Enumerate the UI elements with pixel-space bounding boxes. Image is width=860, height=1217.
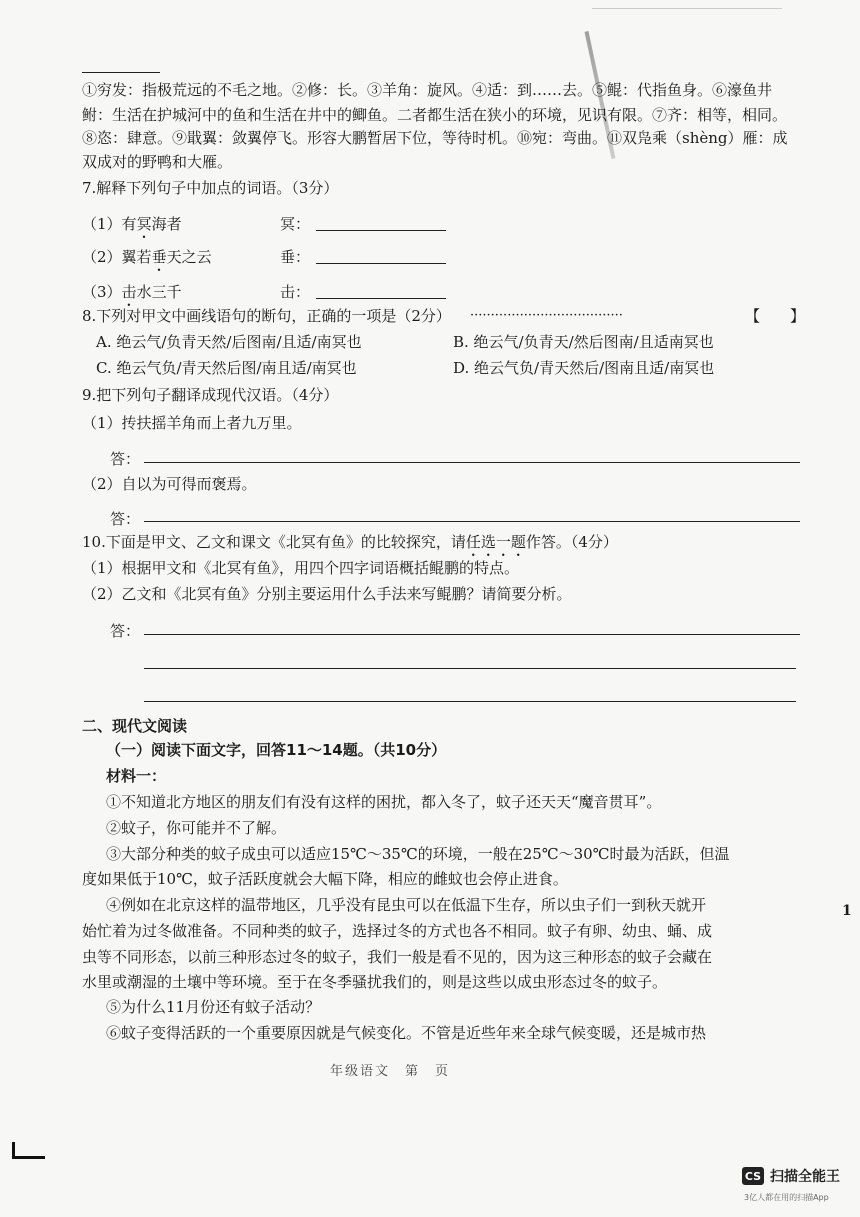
q7-item-2-label: 垂： [280, 248, 311, 266]
q7-item-1 [82, 213, 182, 242]
material-label: 材料一： [106, 767, 167, 785]
option-c: C. 绝云气负/青天然后图/南且适/南冥也 [96, 359, 357, 377]
paragraph-4-line-4: 水里或潮湿的土壤中等环境。至于在冬季骚扰我们的，则是这些以成虫形态过冬的蚊子。 [82, 973, 668, 991]
footnote-line-1: ①穷发：指极荒远的不毛之地。②修：长。③羊角：旋风。④适：到……去。⑤鲲：代指鱼身。⑥濠鱼井 [82, 81, 773, 99]
sentence-post: 海者 [151, 215, 182, 233]
q10-option-1: （1）根据甲文和《北冥有鱼》，用四个四字词语概括鲲鹏的特点。 [82, 559, 520, 577]
title-pre: 10.下面是甲文、乙文和课文《北冥有鱼》的比较探究，请 [82, 533, 466, 551]
paragraph-3-line-2: 度如果低于10℃，蚊子活跃度就会大幅下降，相应的雌蚊也会停止进食。 [82, 870, 568, 888]
margin-page-mark: 1 [842, 903, 852, 919]
q7-item-1-label: 冥： [280, 215, 311, 233]
sentence-pre: 翼若 [121, 248, 152, 266]
paragraph-5: ⑤为什么11月份还有蚊子活动？ [106, 998, 321, 1016]
paragraph-2: ②蚊子，你可能并不了解。 [106, 819, 287, 837]
item-number: （3） [82, 283, 122, 301]
q10-answer-label: 答： [110, 622, 141, 640]
q9-answer-line-2[interactable] [144, 521, 800, 522]
q10-answer-line-2[interactable] [144, 668, 796, 669]
q10-answer-line-3[interactable] [144, 701, 796, 702]
item-number: （2） [82, 248, 122, 266]
footnote-line-4: 双成对的野鸭和大雁。 [82, 153, 233, 171]
item-number: （1） [82, 215, 122, 233]
option-d: D. 绝云气负/青天然后/图南且适/南冥也 [453, 359, 715, 377]
paragraph-1: ①不知道北方地区的朋友们有没有这样的困扰，都入冬了，蚊子还天天“魔音贯耳”。 [106, 793, 662, 811]
sentence-pre: 有 [121, 215, 137, 233]
question-8-title: 8.下列对甲文中画线语句的断句，正确的一项是（2分） [82, 307, 451, 325]
footnote-line-2: 鲋：生活在护城河中的鱼和生活在井中的鲫鱼。二者都生活在狭小的环境，见识有限。⑦齐：相等，相同。 [82, 106, 788, 124]
paragraph-4-line-3: 虫等不同形态，以前三种形态过冬的蚊子，我们一般是看不见的，因为这三种形态的蚊子会藏在 [82, 948, 713, 966]
option-a: A. 绝云气/负青天然/后图南/且适/南冥也 [96, 333, 362, 351]
q9-sentence-1: （1）抟扶摇羊角而上者九万里。 [82, 414, 302, 432]
q9-sentence-2: （2）自以为可得而褒焉。 [82, 475, 257, 493]
camscanner-logo-icon: CS [742, 1167, 764, 1185]
dotted-word: 冥 [136, 215, 152, 233]
q7-answer-blank-2[interactable] [316, 263, 446, 264]
watermark-tagline: 3亿人都在用的扫描App [744, 1193, 829, 1202]
scan-corner-mark [12, 1142, 45, 1159]
q9-answer-label-2: 答： [110, 510, 141, 528]
footnote-rule [82, 72, 160, 73]
title-post: 作答。（4分） [525, 533, 618, 551]
q9-answer-line-1[interactable] [144, 462, 800, 463]
paragraph-6: ⑥蚊子变得活跃的一个重要原因就是气候变化。不管是近些年来全球气候变暖，还是城市热 [106, 1024, 707, 1042]
dotted-word: 击 [121, 283, 137, 301]
section-heading: 二、现代文阅读 [82, 717, 188, 735]
watermark-app-name: 扫描全能王 [770, 1169, 840, 1185]
dotted-phrase: 任选一题 [465, 533, 526, 551]
q7-answer-blank-3[interactable] [316, 298, 446, 299]
question-10-title [82, 531, 618, 560]
q9-answer-label-1: 答： [110, 450, 141, 468]
option-b: B. 绝云气/负青天/然后图南/且适南冥也 [453, 333, 714, 351]
q7-item-3-label: 击： [280, 283, 311, 301]
q7-answer-blank-1[interactable] [316, 230, 446, 231]
question-9-title: 9.把下列句子翻译成现代汉语。（4分） [82, 386, 339, 404]
scan-edge-line [592, 8, 782, 9]
scanner-watermark [742, 1166, 840, 1186]
page-footer: 年级语文 第 页 [330, 1064, 451, 1079]
dotted-word: 垂 [151, 248, 167, 266]
q10-answer-line-1[interactable] [144, 634, 800, 635]
q7-item-2 [82, 246, 212, 275]
paragraph-4-line-1: ④例如在北京这样的温带地区，几乎没有昆虫可以在低温下生存，所以虫子们一到秋天就开 [106, 896, 707, 914]
footnote-line-3: ⑧恣：肆意。⑨戢翼：敛翼停飞。形容大鹏暂居下位，等待时机。⑩宛：弯曲。⑪双凫乘（shèng）雁：成 [82, 129, 788, 147]
sentence-post: 天之云 [166, 248, 212, 266]
paragraph-4-line-2: 始忙着为过冬做准备。不同种类的蚊子，选择过冬的方式也各不相同。蚊子有卵、幼虫、蛹、成 [82, 922, 713, 940]
dot-leader: ····································· [470, 308, 623, 323]
sentence-post: 水三千 [136, 283, 182, 301]
question-7-title: 7.解释下列句子中加点的词语。（3分） [82, 179, 339, 197]
paragraph-3-line-1: ③大部分种类的蚊子成虫可以适应15℃～35℃的环境，一般在25℃～30℃时最为活跃，但温 [106, 845, 730, 863]
section-subheading: （一）阅读下面文字，回答11～14题。（共10分） [106, 741, 447, 759]
q10-option-2: （2）乙文和《北冥有鱼》分别主要运用什么手法来写鲲鹏？请简要分析。 [82, 585, 572, 603]
answer-bracket[interactable]: 【 】 [745, 307, 806, 325]
